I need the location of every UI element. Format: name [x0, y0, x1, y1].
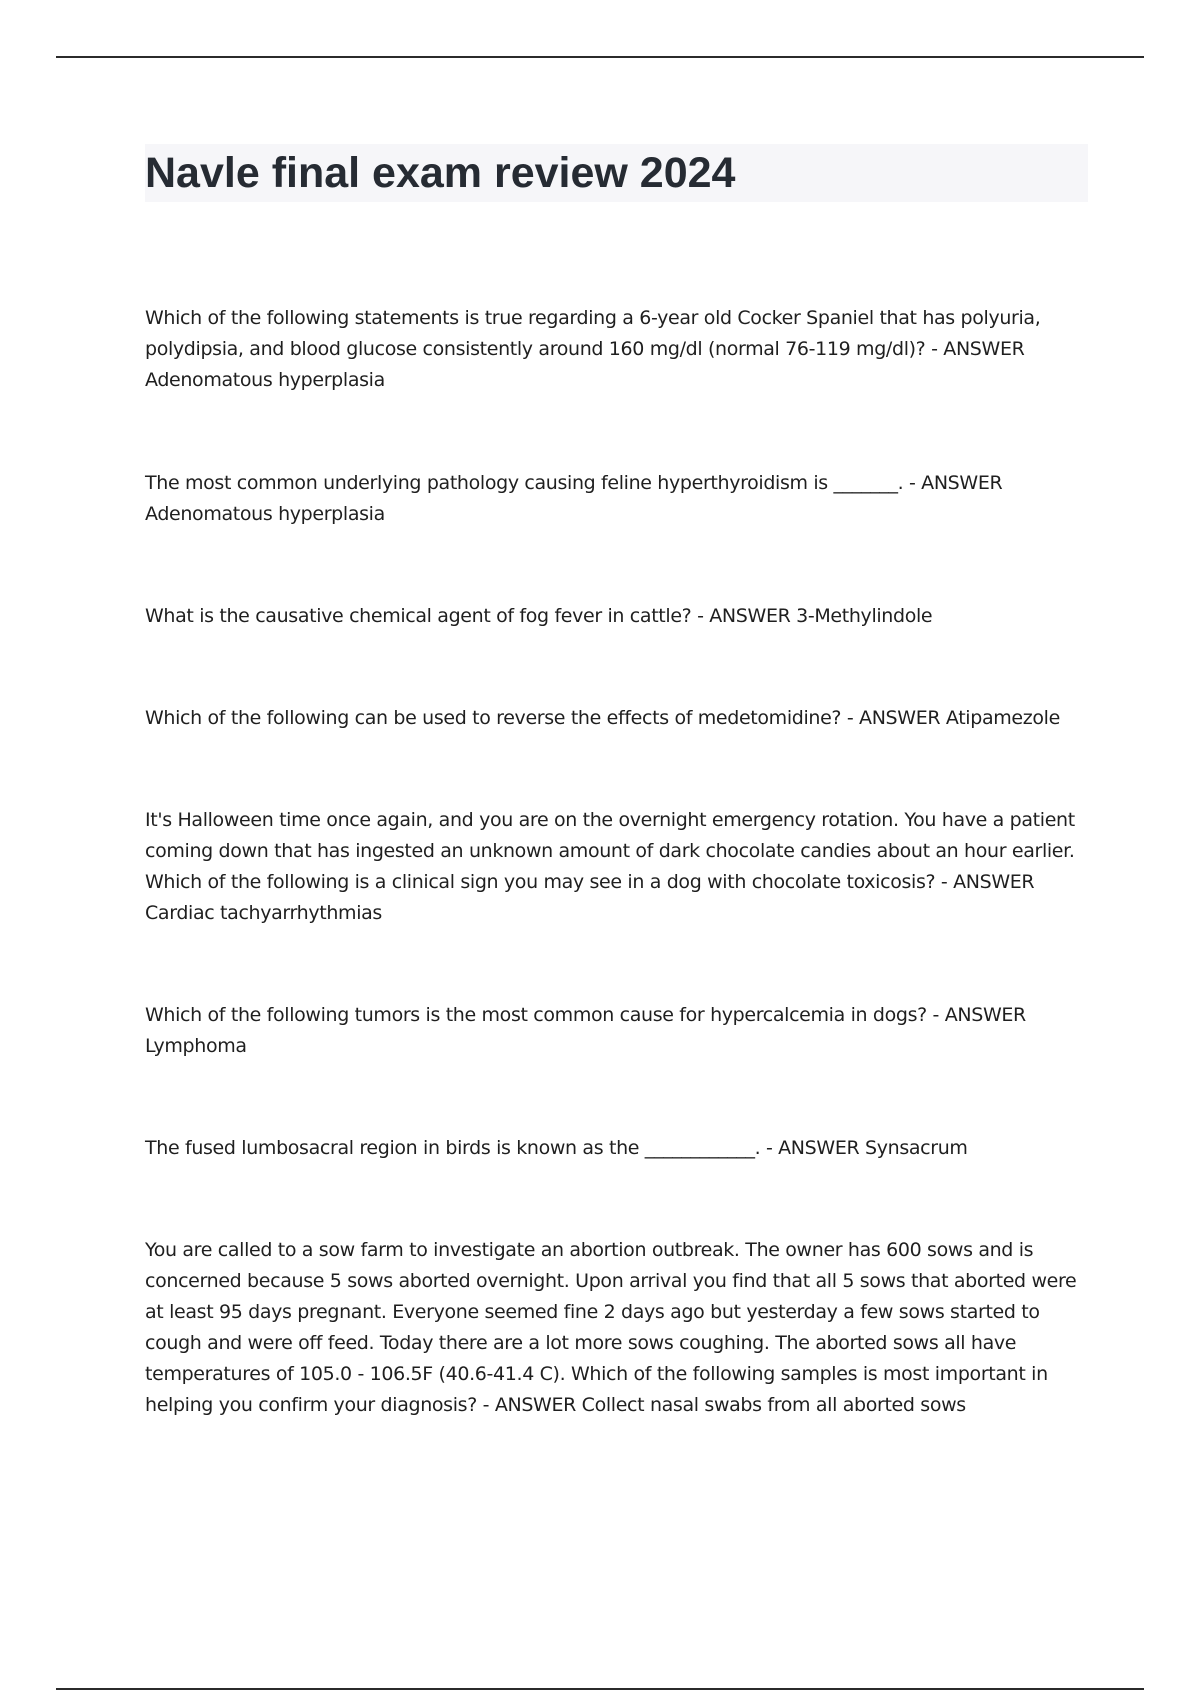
question-answer-item: The most common underlying pathology causing feline hyperthyroidism is _______. - ANSWER Adenomatous hyperplasia [145, 472, 1003, 525]
question-answer-item: Which of the following can be used to reverse the effects of medetomidine? - ANSWER Atipamezole [145, 707, 1060, 729]
footer-divider [56, 1688, 1144, 1690]
question-list [145, 303, 1095, 1421]
page-title: Navle final exam review 2024 [145, 149, 736, 197]
question-answer-item: You are called to a sow farm to investigate an abortion outbreak. The owner has 600 sows and is concerned because 5 sows aborted overnight. Upon arrival you find that all 5 sows that aborted were at least 95 days pregnant. Everyone seemed fine 2 days ago but yesterday a few sows started to cough and were off feed. Today there are a lot more sows coughing. The aborted sows all have temperatures of 105.0 - 106.5F (40.6-41.4 C). Which of the following samples is most important in helping you confirm your diagnosis? - ANSWER Collect nasal swabs from all aborted sows [145, 1239, 1077, 1416]
question-answer-item: It's Halloween time once again, and you are on the overnight emergency rotation. You have a patient coming down that has ingested an unknown amount of dark chocolate candies about an hour earlier. Which of the following is a clinical sign you may see in a dog with chocolate toxicosis? - ANSWER Cardiac tachyarrhythmias [145, 809, 1075, 924]
question-answer-item: The fused lumbosacral region in birds is known as the ____________. - ANSWER Synsacrum [145, 1137, 968, 1159]
header-divider [56, 56, 1144, 58]
question-answer-item: What is the causative chemical agent of fog fever in cattle? - ANSWER 3-Methylindole [145, 605, 933, 627]
question-answer-item: Which of the following statements is true regarding a 6-year old Cocker Spaniel that has polyuria, polydipsia, and blood glucose consistently around 160 mg/dl (normal 76-119 mg/dl)? - ANSWER Adenomatous hyperplasia [145, 307, 1041, 391]
question-answer-item: Which of the following tumors is the most common cause for hypercalcemia in dogs? - ANSWER Lymphoma [145, 1004, 1026, 1057]
